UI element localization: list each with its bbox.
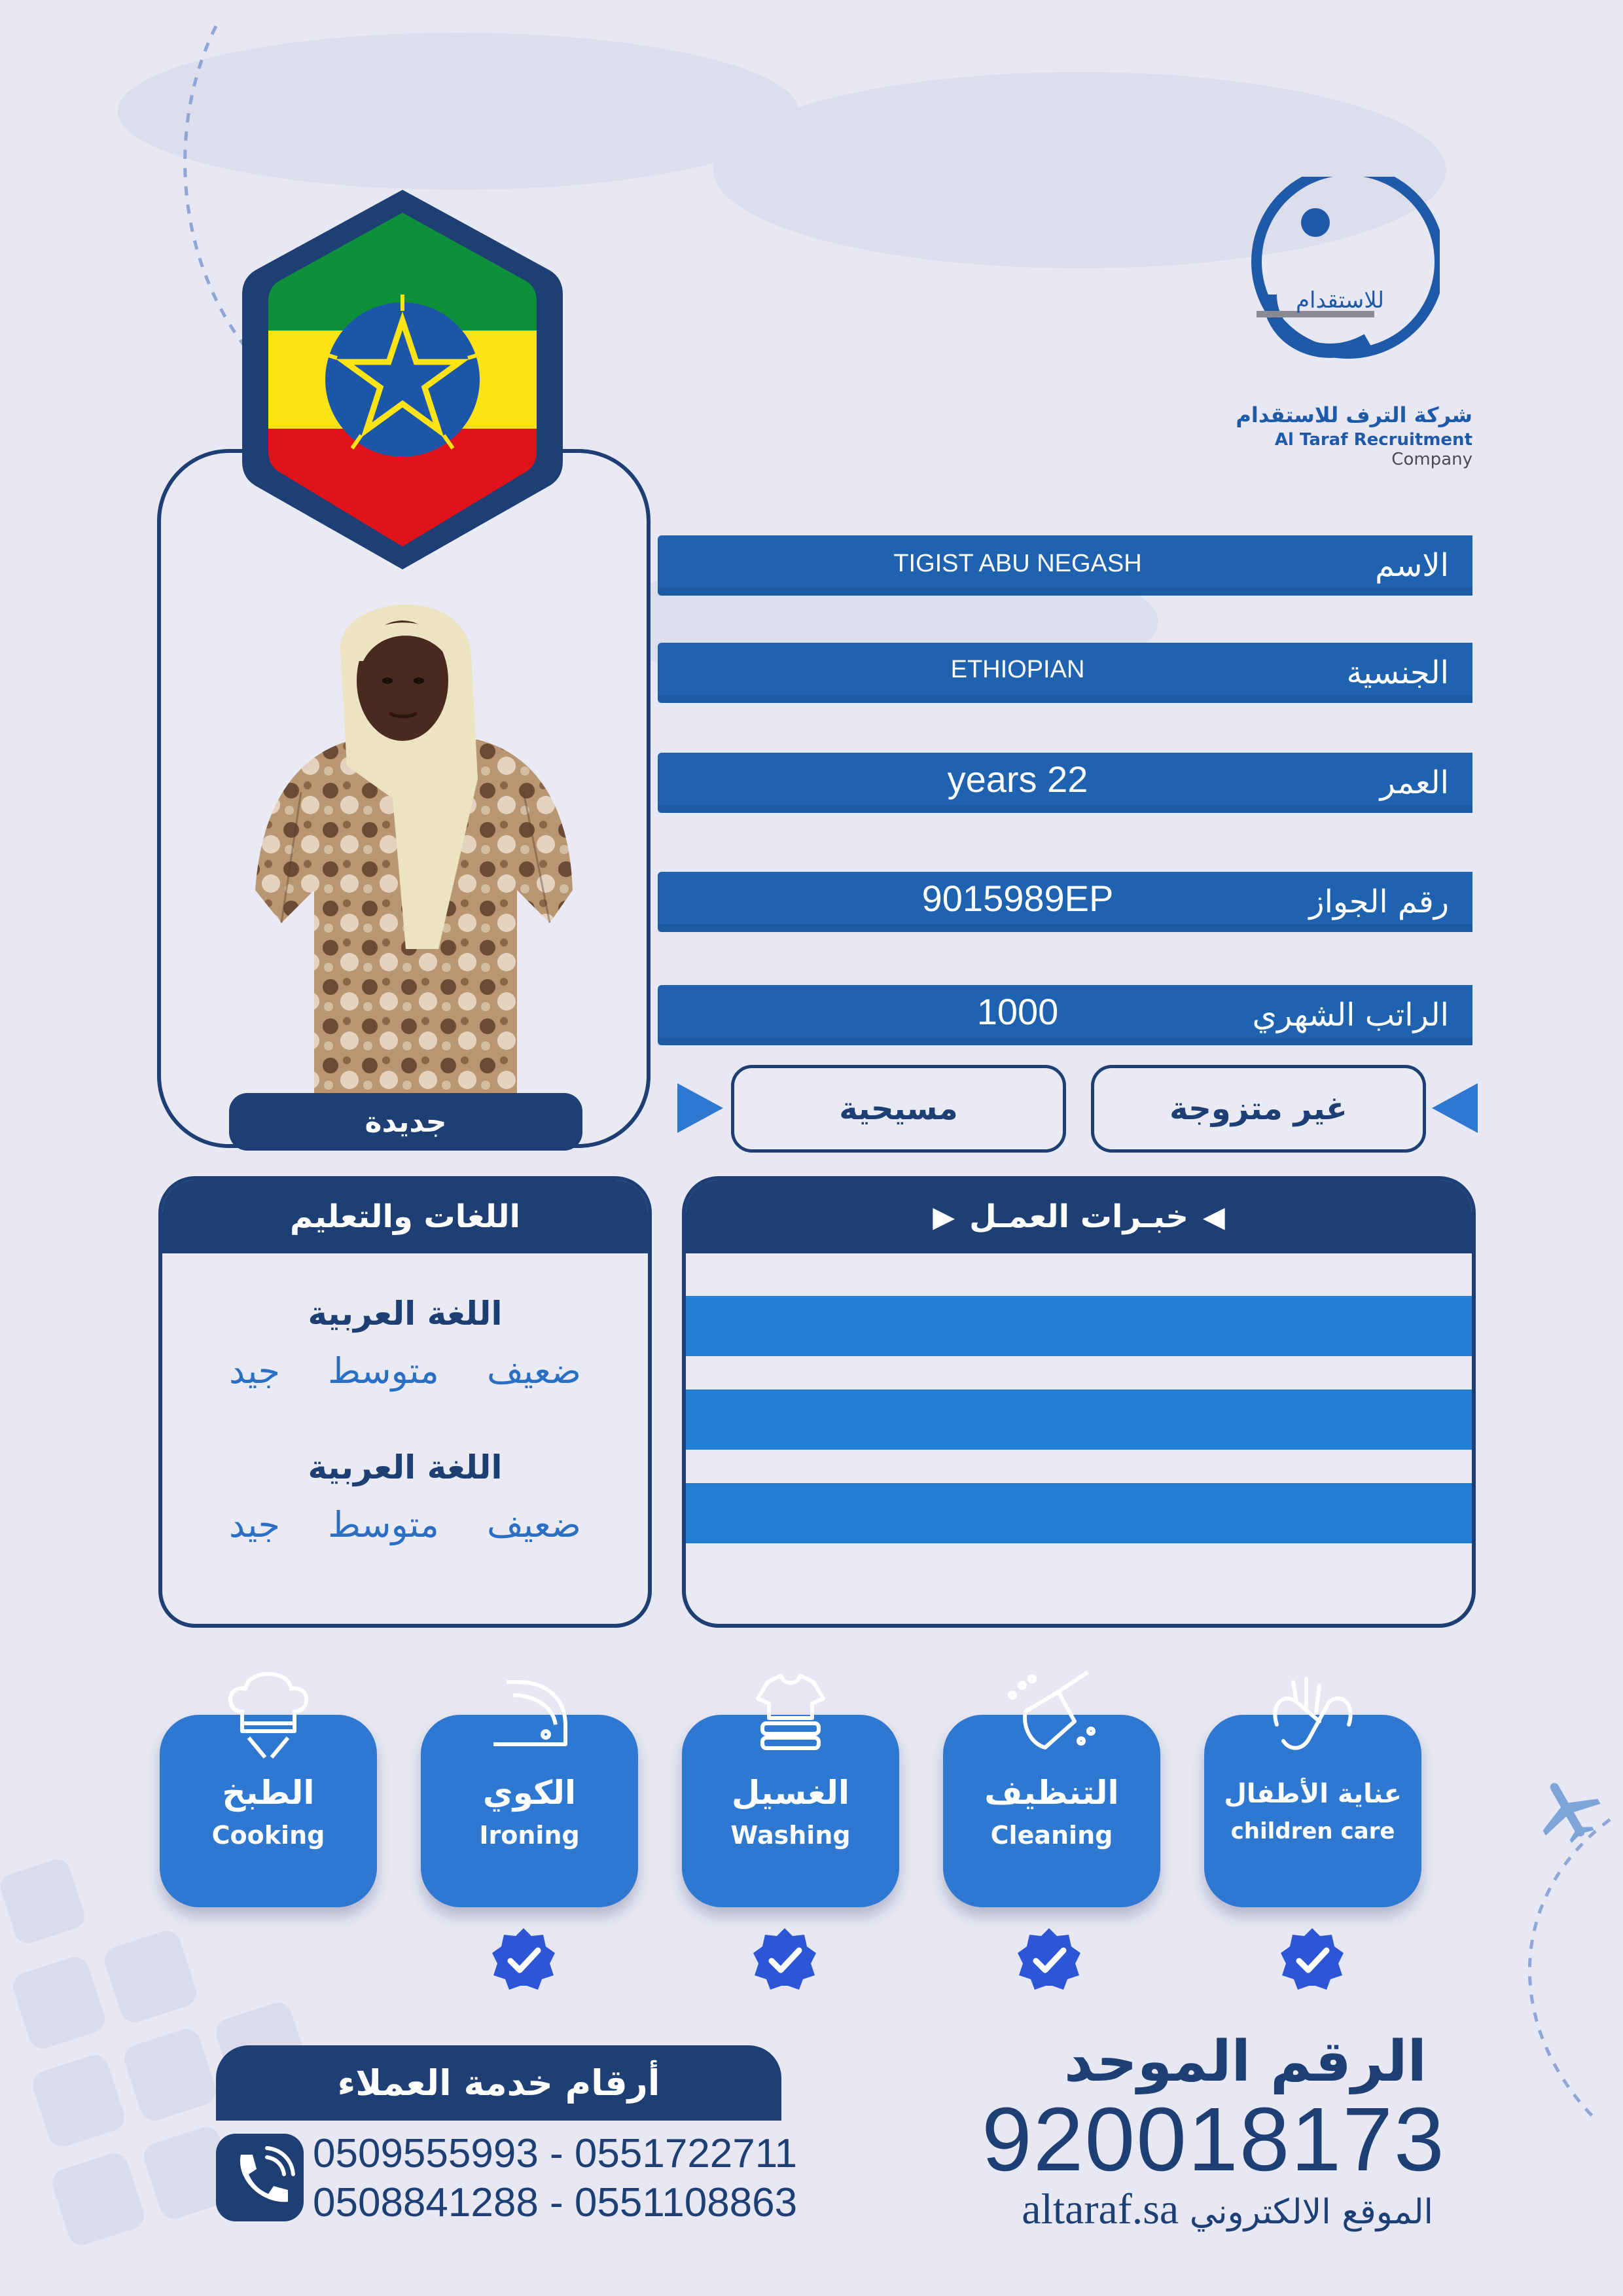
folded-laundry-icon: [735, 1666, 846, 1764]
name-row: [658, 535, 1472, 596]
pointer-right-icon: [677, 1083, 723, 1133]
level-weak: ضعيف: [486, 1350, 582, 1391]
language-levels: [162, 1350, 648, 1391]
company-name-ar: شركة الترف للاستقدام: [1236, 403, 1472, 427]
check-badge-icon: [491, 1927, 556, 1992]
name-value: TIGIST ABU NEGASH: [893, 550, 1142, 577]
experience-row: [686, 1390, 1472, 1450]
skill-label-ar: الغسيل: [731, 1774, 850, 1812]
skill-label-ar: عناية الأطفال: [1224, 1779, 1402, 1809]
customer-service-phones-line2: 0508841288 - 0551108863: [313, 2180, 798, 2225]
languages-header: اللغات والتعليم: [162, 1180, 648, 1253]
work-experience-panel: [682, 1176, 1476, 1628]
unified-number: 920018173: [982, 2089, 1446, 2190]
work-experience-title: خبـرات العمـل: [969, 1198, 1188, 1235]
skill-label-en: Cooking: [211, 1821, 325, 1850]
pointer-left-icon: [1432, 1083, 1478, 1133]
salary-label: الراتب الشهري: [1252, 997, 1449, 1033]
age-row: [658, 753, 1472, 813]
age-value: years 22: [947, 759, 1088, 800]
customer-service-phones-line1: 0509555993 - 0551722711: [313, 2131, 798, 2176]
skill-label-en: Cleaning: [990, 1821, 1113, 1850]
spray-brush-icon: [996, 1666, 1107, 1764]
skill-label-en: children care: [1230, 1818, 1395, 1844]
worker-photo: [242, 583, 582, 1100]
caring-hands-icon: [1257, 1666, 1368, 1764]
level-good: جيد: [228, 1350, 280, 1391]
skill-label-ar: التنظيف: [984, 1774, 1119, 1812]
language-name: اللغة العربية: [308, 1448, 503, 1486]
marital-status-pill: غير متزوجة: [1091, 1065, 1426, 1153]
airplane-icon: [1531, 1774, 1603, 1846]
skill-label-ar: الطبخ: [222, 1774, 315, 1812]
level-medium: متوسط: [328, 1504, 439, 1545]
logo-mark-text: للاستقدام: [1296, 287, 1384, 314]
check-badge-icon: [1016, 1927, 1082, 1992]
age-label: العمر: [1380, 764, 1449, 801]
skill-label-en: Washing: [730, 1821, 851, 1850]
passport-row: [658, 872, 1472, 932]
language-levels: [162, 1504, 648, 1545]
nationality-label: الجنسية: [1346, 655, 1449, 691]
religion-pill: مسيحية: [731, 1065, 1066, 1153]
passport-value: 9015989EP: [921, 878, 1114, 919]
check-badge-icon: [752, 1927, 817, 1992]
level-weak: ضعيف: [486, 1504, 582, 1545]
name-label: الاسم: [1375, 547, 1449, 584]
languages-panel: [158, 1176, 652, 1628]
iron-icon: [474, 1666, 585, 1764]
unified-number-label: الرقم الموحد: [1064, 2029, 1427, 2094]
skill-label-ar: الكوي: [482, 1774, 577, 1812]
website-line: [982, 2185, 1433, 2234]
status-badge: جديدة: [229, 1093, 582, 1151]
phone-icon: [216, 2134, 304, 2221]
check-badge-icon: [1279, 1927, 1345, 1992]
experience-row: [686, 1296, 1472, 1356]
company-logo: [1191, 177, 1486, 469]
chef-hat-icon: [213, 1666, 324, 1764]
level-medium: متوسط: [328, 1350, 439, 1391]
language-name: اللغة العربية: [308, 1295, 503, 1333]
work-experience-header: [686, 1180, 1472, 1253]
website-label: الموقع الالكتروني: [1189, 2193, 1433, 2232]
salary-row: [658, 985, 1472, 1045]
nationality-row: [658, 643, 1472, 703]
salary-value: 1000: [976, 991, 1059, 1032]
arrow-right-icon: ▶: [933, 1200, 955, 1234]
phone-icon-box: [216, 2134, 304, 2221]
skill-label-en: Ironing: [479, 1821, 580, 1850]
website-url[interactable]: altaraf.sa: [1022, 2185, 1179, 2233]
company-name-en: Al Taraf Recruitment Company: [1274, 430, 1472, 469]
level-good: جيد: [228, 1504, 280, 1545]
passport-label: رقم الجواز: [1309, 884, 1449, 920]
customer-service-title: أرقام خدمة العملاء: [216, 2045, 781, 2121]
arrow-left-icon: ◀: [1202, 1200, 1225, 1234]
logo-mark: [1243, 177, 1440, 399]
nationality-value: ETHIOPIAN: [950, 656, 1085, 683]
ethiopia-flag-badge: [236, 187, 569, 573]
experience-row: [686, 1483, 1472, 1543]
